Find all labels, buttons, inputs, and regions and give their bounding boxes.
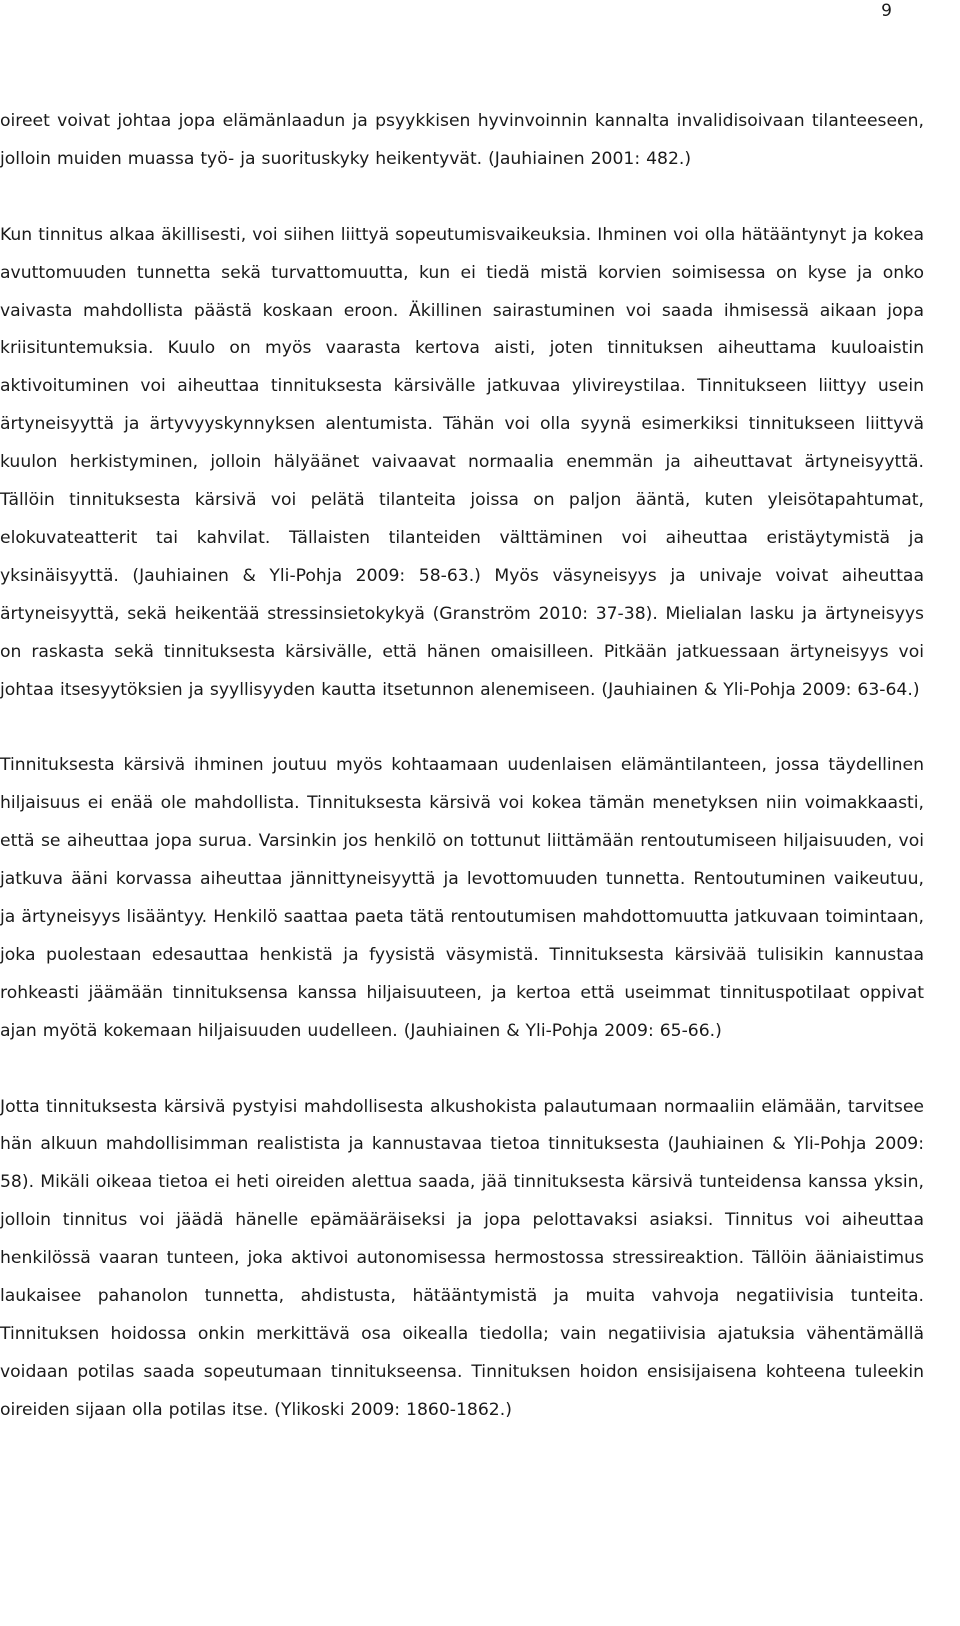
paragraph-information: Jotta tinnituksesta kärsivä pystyisi mahdollisesta alkushokista palautumaan normaaliin elämään, tarvitsee hän alkuun mahdollisimman realistista ja kannustavaa tietoa tinnituksesta (Jauhiainen & Yli-Pohja 2009: 58). Mikäli oikeaa tietoa ei heti oireiden alettua saada, jää tinnituksesta kärsivä tunteidensa kanssa yksin, jolloin tinnitus voi jäädä hänelle epämääräiseksi ja jopa pelottavaksi asiaksi. Tinnitus voi aiheuttaa henkilössä vaaran tunteen, joka aktivoi autonomisessa hermostossa stressireaktion. Tällöin ääniaistimus laukaisee pahanolon tunnetta, ahdistusta, hätääntymistä ja muita vahvoja negatiivisia tunteita. Tinnituksen hoidossa onkin merkittävä osa oikealla tiedolla; vain negatiivisia ajatuksia vähentämällä voidaan potilas saada sopeutumaan tinnitukseensa. Tinnituksen hoidon ensisijaisena kohteena tuleekin oireiden sijaan olla potilas itse. (Ylikoski 2009: 1860-1862.) <box>0 1096 924 1420</box>
document-body <box>0 103 924 1430</box>
paragraph-silence-loss: Tinnituksesta kärsivä ihminen joutuu myös kohtaamaan uudenlaisen elämäntilanteen, jossa täydellinen hiljaisuus ei enää ole mahdollista. Tinnituksesta kärsivä voi kokea tämän menetyksen niin voimakkaasti, että se aiheuttaa jopa surua. Varsinkin jos henkilö on tottunut liittämään rentoutumiseen hiljaisuuden, voi jatkuva ääni korvassa aiheuttaa jännittyneisyyttä ja levottomuuden tunnetta. Rentoutuminen vaikeutuu, ja ärtyneisyys lisääntyy. Henkilö saattaa paeta tätä rentoutumisen mahdottomuutta jatkuvaan toimintaan, joka puolestaan edesauttaa henkistä ja fyysistä väsymistä. Tinnituksesta kärsivää tulisikin kannustaa rohkeasti jäämään tinnituksensa kanssa hiljaisuuteen, ja kertoa että useimmat tinnituspotilaat oppivat ajan myötä kokemaan hiljaisuuden uudelleen. (Jauhiainen & Yli-Pohja 2009: 65-66.) <box>0 755 924 1041</box>
paragraph-sudden-onset: Kun tinnitus alkaa äkillisesti, voi siihen liittyä sopeutumisvaikeuksia. Ihminen voi olla hätääntynyt ja kokea avuttomuuden tunnetta sekä turvattomuutta, kun ei tiedä mistä korvien soimisessa on kyse ja onko vaivasta mahdollista päästä koskaan eroon. Äkillinen sairastuminen voi saada ihmisessä aikaan jopa kriisituntemuksia. Kuulo on myös vaarasta kertova aisti, joten tinnituksen aiheuttama kuuloaistin aktivoituminen voi aiheuttaa tinnituksesta kärsivälle jatkuvaa ylivireystilaa. Tinnitukseen liittyy usein ärtyneisyyttä ja ärtyvyyskynnyksen alentumista. Tähän voi olla syynä esimerkiksi tinnitukseen liittyvä kuulon herkistyminen, jolloin hälyäänet vaivaavat normaalia enemmän ja aiheuttavat ärtyneisyyttä. Tällöin tinnituksesta kärsivä voi pelätä tilanteita joissa on paljon ääntä, kuten yleisötapahtumat, elokuvateatterit tai kahvilat. Tällaisten tilanteiden välttäminen voi aiheuttaa eristäytymistä ja yksinäisyyttä. (Jauhiainen & Yli-Pohja 2009: 58-63.) Myös väsyneisyys ja univaje voivat aiheuttaa ärtyneisyyttä, sekä heikentää stressinsietokykyä (Granström 2010: 37-38). Mielialan lasku ja ärtyneisyys on raskasta sekä tinnituksesta kärsivälle, että hänen omaisilleen. Pitkään jatkuessaan ärtyneisyys voi johtaa itsesyytöksien ja syyllisyyden kautta itsetunnon alenemiseen. (Jauhiainen & Yli-Pohja 2009: 63-64.) <box>0 224 924 700</box>
page-number: 9 <box>881 1 892 21</box>
paragraph-continuation: oireet voivat johtaa jopa elämänlaadun ja psyykkisen hyvinvoinnin kannalta invalidisoivaan tilanteeseen, jolloin muiden muassa työ- ja suorituskyky heikentyvät. (Jauhiainen 2001: 482.) <box>0 111 924 169</box>
